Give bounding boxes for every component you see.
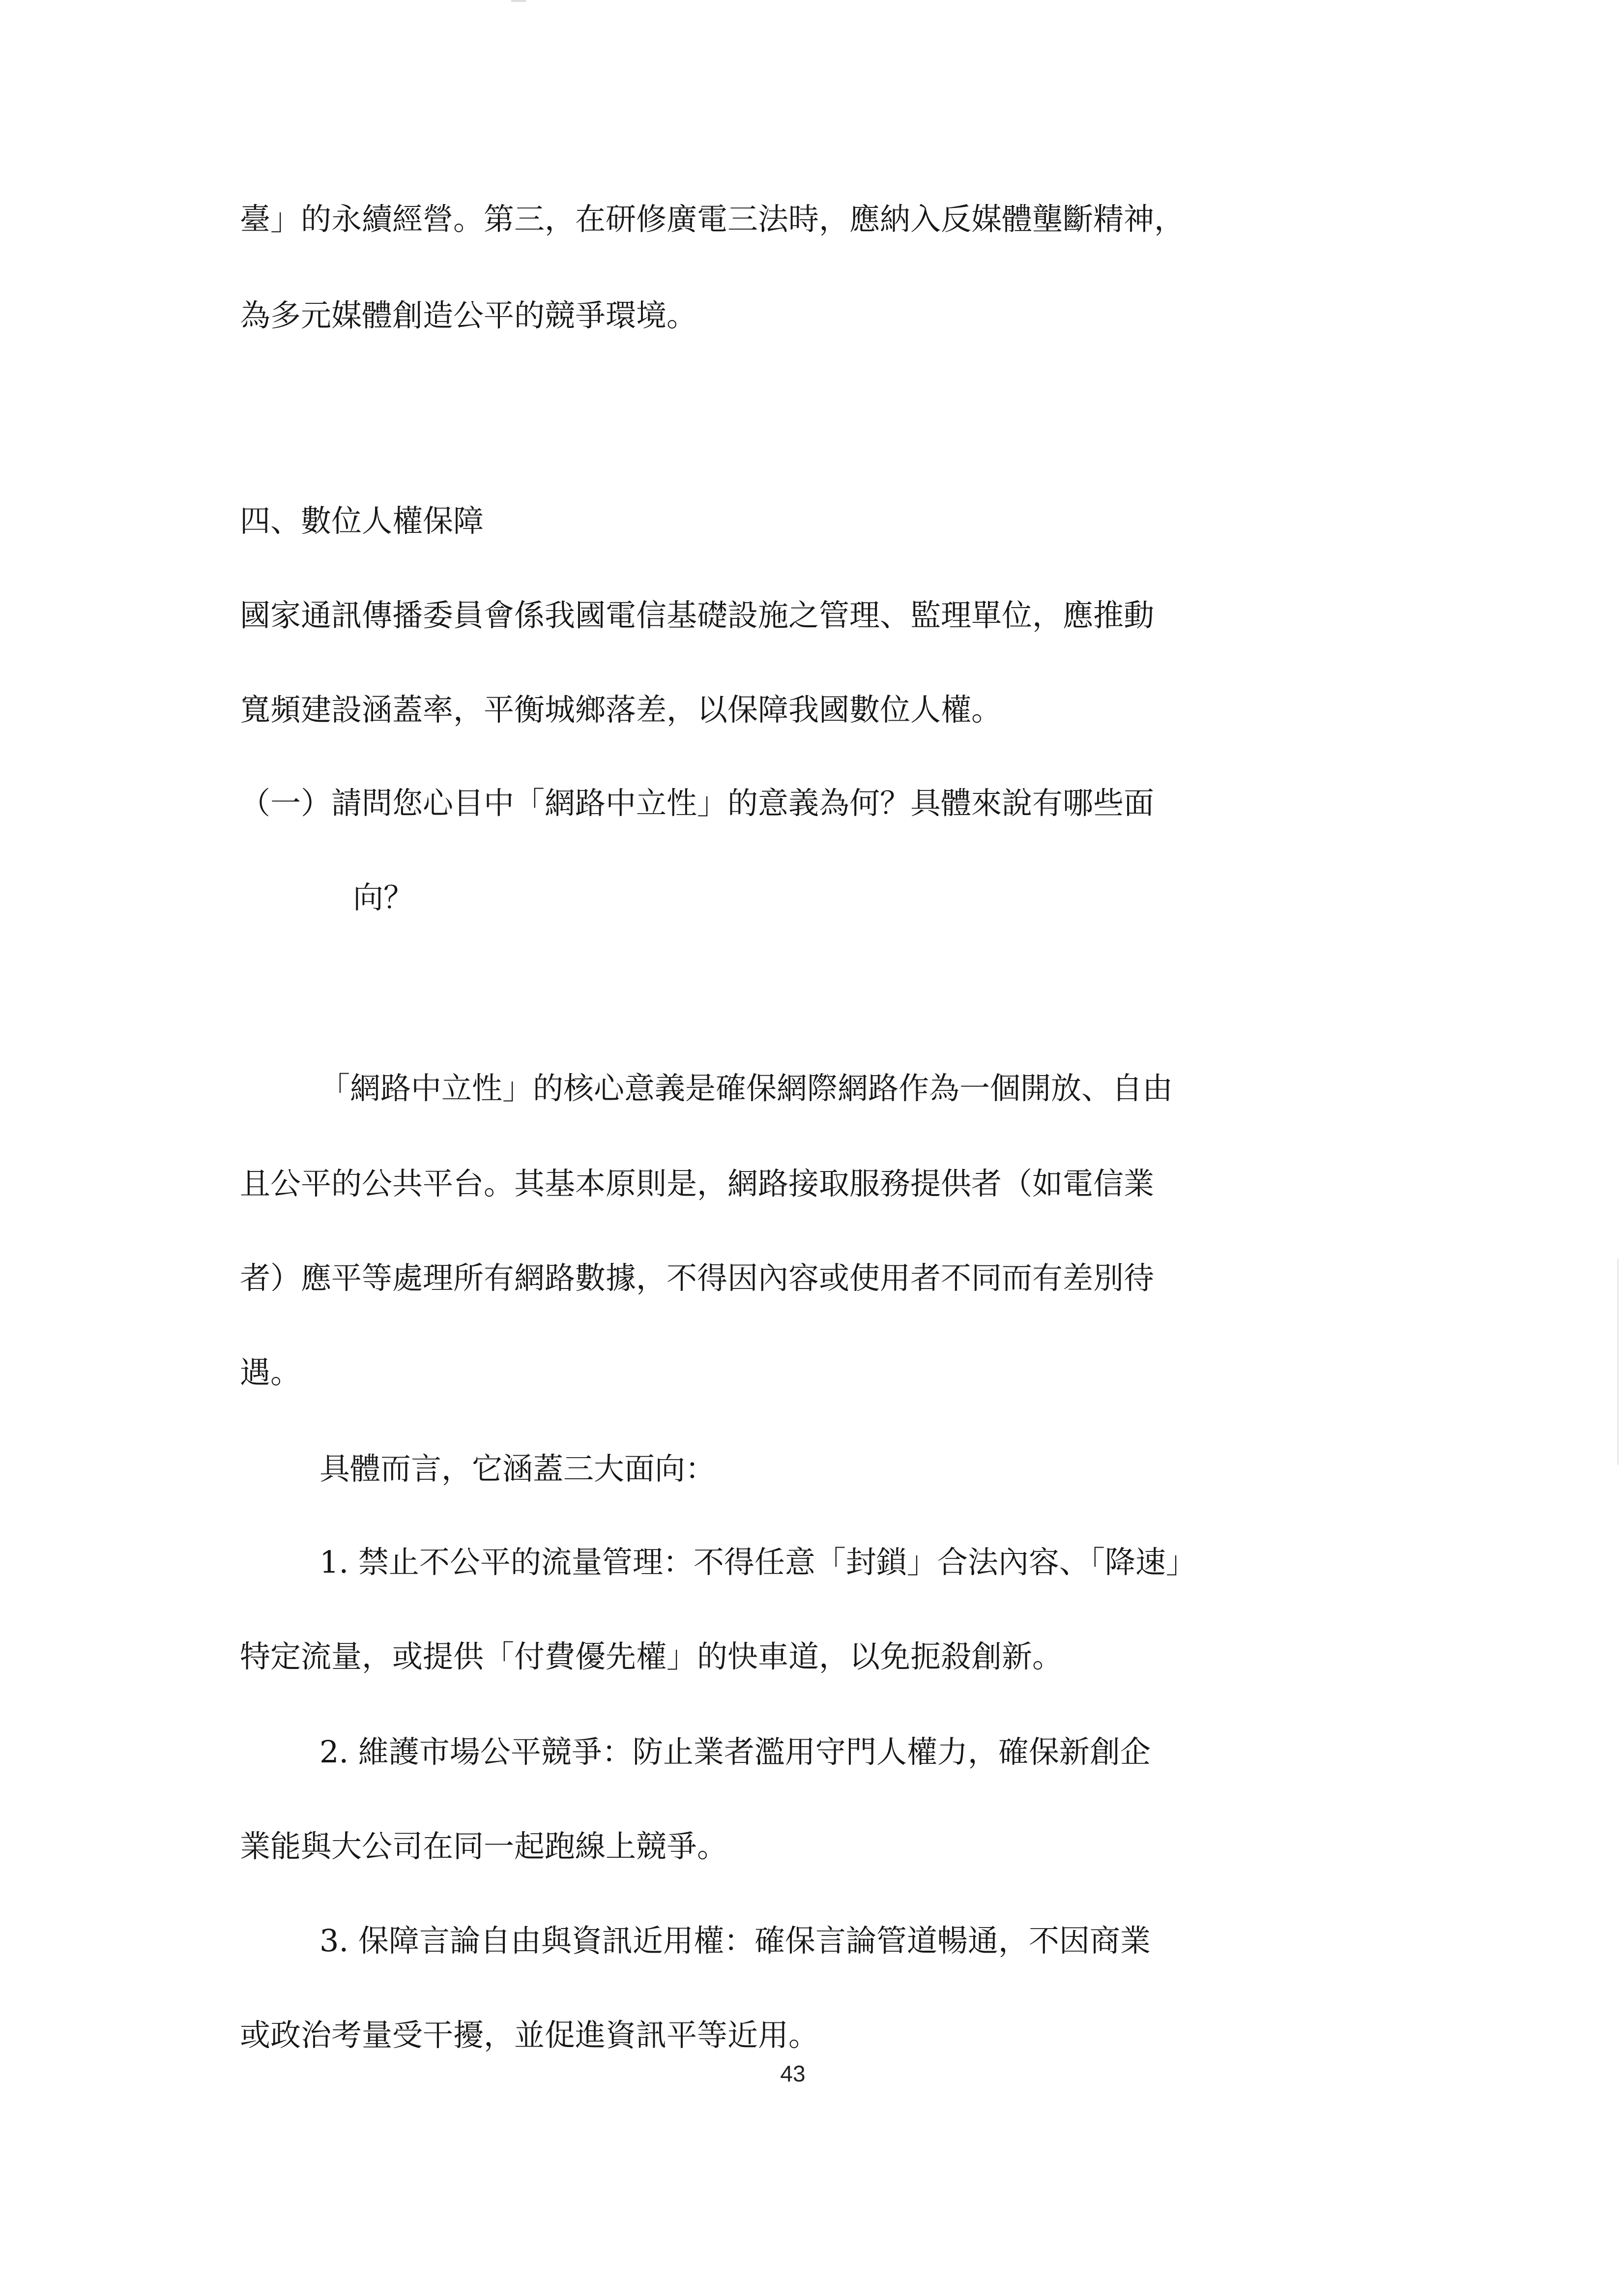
section-heading: 四、數位人權保障 (240, 503, 484, 539)
intro-line: 國家通訊傳播委員會係我國電信基礎設施之管理、監理單位，應推動 (240, 597, 1155, 633)
body-line: 臺」的永續經營。第三，在研修廣電三法時，應納入反媒體壟斷精神， (240, 201, 1185, 237)
intro-line: 寬頻建設涵蓋率，平衡城鄉落差，以保障我國數位人權。 (240, 692, 1002, 728)
list-item-line: 1. 禁止不公平的流量管理：不得任意「封鎖」合法內容、「降速」 (319, 1544, 1196, 1580)
list-item-line: 或政治考量受干擾，並促進資訊平等近用。 (240, 2017, 819, 2053)
list-item-line: 3. 保障言論自由與資訊近用權：確保言論管道暢通，不因商業 (319, 1923, 1151, 1959)
answer-line: 具體而言，它涵蓋三大面向： (319, 1451, 716, 1487)
list-item-line: 業能與大公司在同一起跑線上競爭。 (240, 1828, 728, 1864)
body-line: 為多元媒體創造公平的競爭環境。 (240, 297, 697, 333)
scan-mark (1617, 1259, 1619, 1465)
answer-line: 且公平的公共平台。其基本原則是，網路接取服務提供者（如電信業 (240, 1166, 1155, 1201)
page-number: 43 (780, 2061, 806, 2086)
answer-line: 「網路中立性」的核心意義是確保網際網路作為一個開放、自由 (319, 1070, 1173, 1106)
answer-line: 者）應平等處理所有網路數據，不得因內容或使用者不同而有差別待 (240, 1260, 1155, 1296)
list-item-line: 特定流量，或提供「付費優先權」的快車道，以免扼殺創新。 (240, 1639, 1063, 1674)
answer-line: 遇。 (240, 1354, 301, 1390)
question-line: 向？ (353, 879, 414, 915)
question-line: （一）請問您心目中「網路中立性」的意義為何？具體來說有哪些面 (240, 785, 1155, 821)
scan-mark (511, 0, 526, 2)
list-item-line: 2. 維護市場公平競爭：防止業者濫用守門人權力，確保新創企 (319, 1734, 1151, 1770)
